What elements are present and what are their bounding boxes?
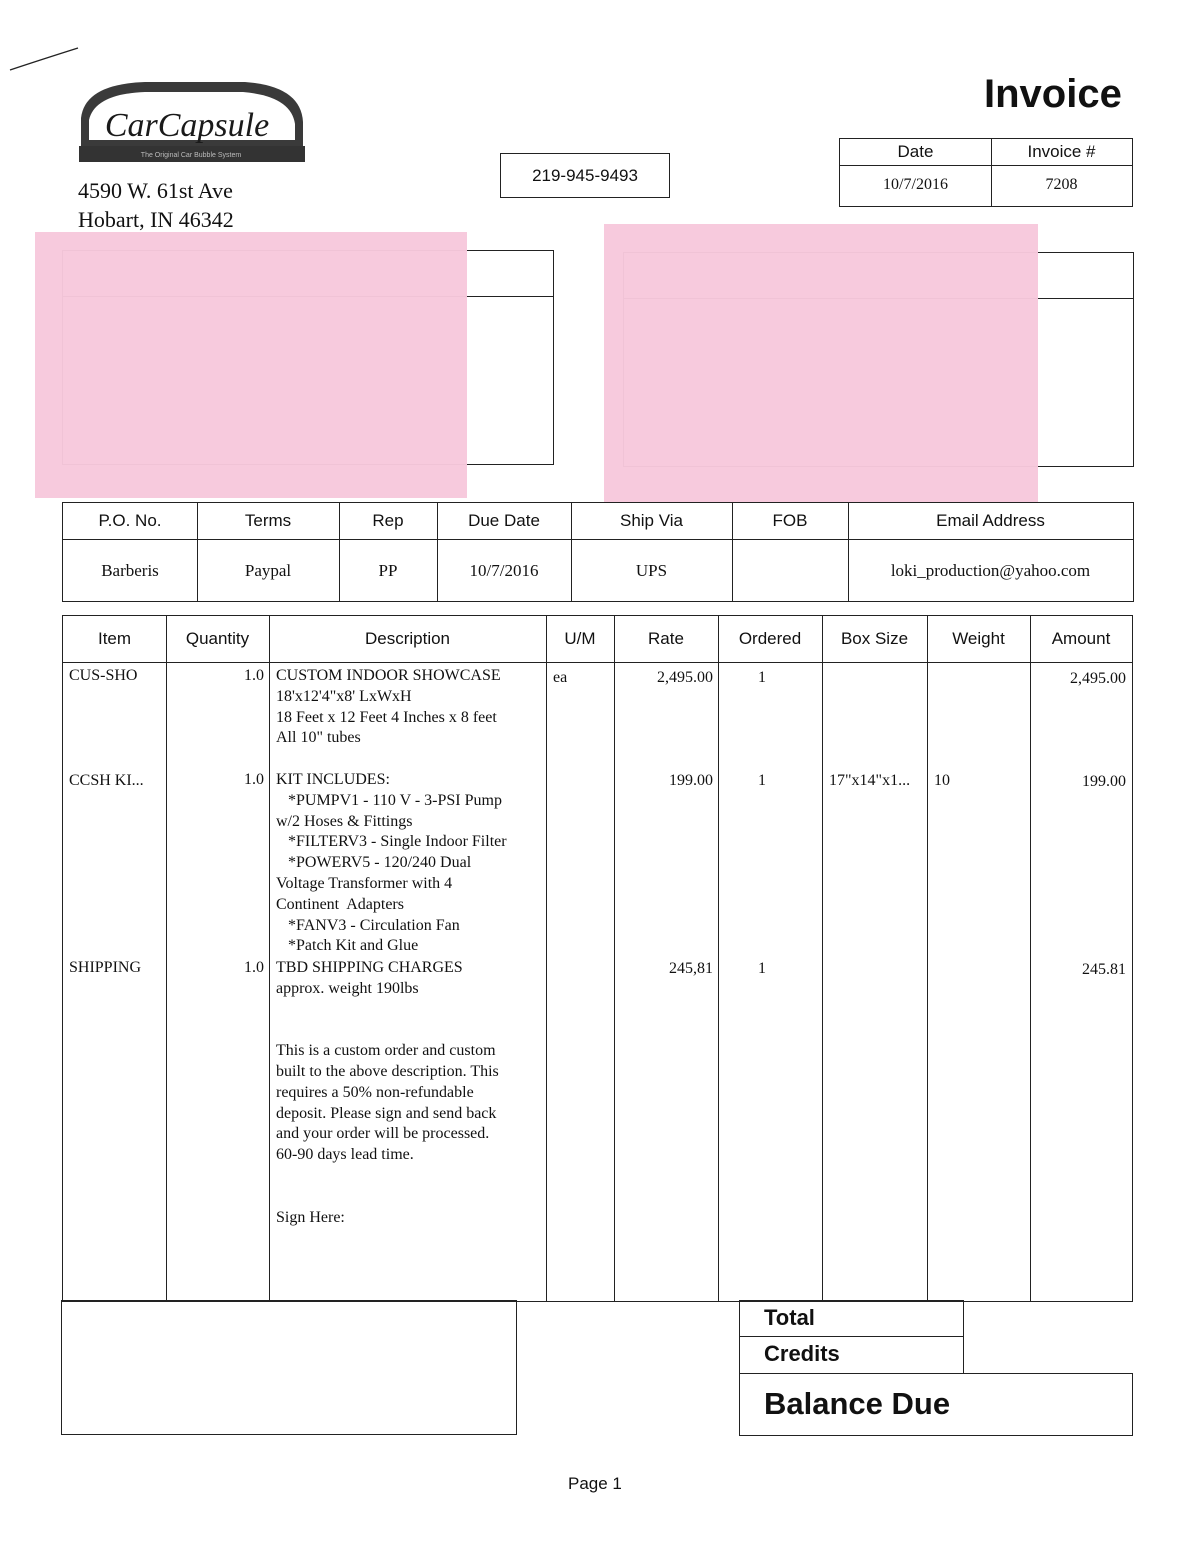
row3-amount: 245.81 — [1082, 961, 1126, 978]
item-header: Item — [97, 629, 132, 648]
invoice-number-value: 7208 — [1045, 176, 1078, 193]
email-value: loki_production@yahoo.com — [890, 561, 1091, 580]
phone-number: 219-945-9493 — [532, 165, 638, 185]
logo-wordmark: CarCapsule — [104, 107, 270, 144]
line-items-table — [62, 615, 1133, 1302]
pen-mark — [0, 40, 90, 80]
po-number-value: Barberis — [101, 561, 159, 580]
date-invoice-box — [839, 138, 1133, 207]
row2-ordered: 1 — [758, 772, 766, 789]
phone-box — [500, 153, 670, 198]
row2-quantity: 1.0 — [244, 771, 264, 788]
row3-quantity: 1.0 — [244, 959, 264, 976]
redaction-bill-to — [35, 232, 467, 498]
row3-rate: 245,81 — [669, 960, 713, 977]
terms-value: Paypal — [244, 561, 292, 580]
company-address — [78, 176, 234, 234]
row1-ordered: 1 — [758, 669, 766, 686]
row1-um: ea — [553, 669, 568, 686]
row1-item: CUS-SHO — [69, 667, 138, 684]
credits-label: Credits — [764, 1341, 840, 1366]
row2-amount: 199.00 — [1082, 773, 1126, 790]
po-number-header: P.O. No. — [98, 511, 162, 530]
totals-box — [739, 1300, 964, 1374]
terms-header: Terms — [244, 511, 292, 530]
row2-box-size: 17"x14"x1... — [829, 772, 911, 789]
address-line-1: 4590 W. 61st Ave — [78, 178, 233, 203]
total-label: Total — [764, 1305, 815, 1330]
rep-value: PP — [378, 561, 398, 580]
row2-rate: 199.00 — [669, 772, 713, 789]
row2-description: KIT INCLUDES: *PUMPV1 - 110 V - 3-PSI Pump w/2 Hoses & Fittings *FILTERV3 - Single Indoor Filter *POWERV5 - 120/240 Dual Voltage Transformer with 4 Continent Adapters *FANV3 - Circulation Fan *Patch Kit and Glue — [276, 771, 507, 955]
rate-header: Rate — [648, 629, 684, 648]
due-date-header: Due Date — [468, 511, 540, 530]
logo-tagline: The Original Car Bubble System — [140, 152, 242, 159]
customer-message-box — [61, 1300, 517, 1435]
company-logo — [75, 78, 307, 166]
row3-item: SHIPPING — [69, 959, 142, 976]
date-label: Date — [897, 142, 934, 161]
description-header: Description — [364, 629, 451, 648]
amount-header: Amount — [1051, 629, 1111, 648]
balance-due-box — [739, 1373, 1133, 1436]
quantity-header: Quantity — [185, 629, 250, 648]
row1-rate: 2,495.00 — [657, 669, 713, 686]
redaction-ship-to — [604, 224, 1038, 502]
weight-header: Weight — [952, 629, 1005, 648]
row1-description: CUSTOM INDOOR SHOWCASE 18'x12'4"x8' LxWxH 18 Feet x 12 Feet 4 Inches x 8 feet All 10" tubes — [276, 667, 501, 747]
um-header: U/M — [564, 629, 596, 648]
ordered-header: Ordered — [738, 629, 802, 648]
fob-value — [732, 541, 848, 601]
due-date-value: 10/7/2016 — [469, 561, 539, 580]
ship-via-value: UPS — [635, 561, 668, 580]
page-title: Invoice — [984, 72, 1122, 116]
date-value: 10/7/2016 — [883, 176, 948, 193]
row2-weight: 10 — [934, 772, 950, 789]
row3-ordered: 1 — [758, 960, 766, 977]
ship-via-header: Ship Via — [619, 511, 683, 530]
box-size-header: Box Size — [840, 629, 909, 648]
row2-item: CCSH KI... — [69, 772, 144, 789]
row3-description: TBD SHIPPING CHARGES approx. weight 190lbs This is a custom order and custom built to the above description. This requires a 50% non-refundable deposit. Please sign and send back and your order will be processed. 60-90 days lead time. Sign Here: — [276, 959, 499, 1226]
balance-due-label: Balance Due — [764, 1386, 951, 1421]
fob-header: FOB — [772, 511, 808, 530]
order-info-table — [62, 502, 1134, 602]
rep-header: Rep — [372, 511, 404, 530]
email-header: Email Address — [936, 511, 1045, 530]
page-number: Page 1 — [568, 1474, 622, 1493]
row1-amount: 2,495.00 — [1070, 670, 1126, 687]
row1-quantity: 1.0 — [244, 667, 264, 684]
address-line-2: Hobart, IN 46342 — [78, 207, 234, 232]
invoice-number-label: Invoice # — [1027, 142, 1096, 161]
